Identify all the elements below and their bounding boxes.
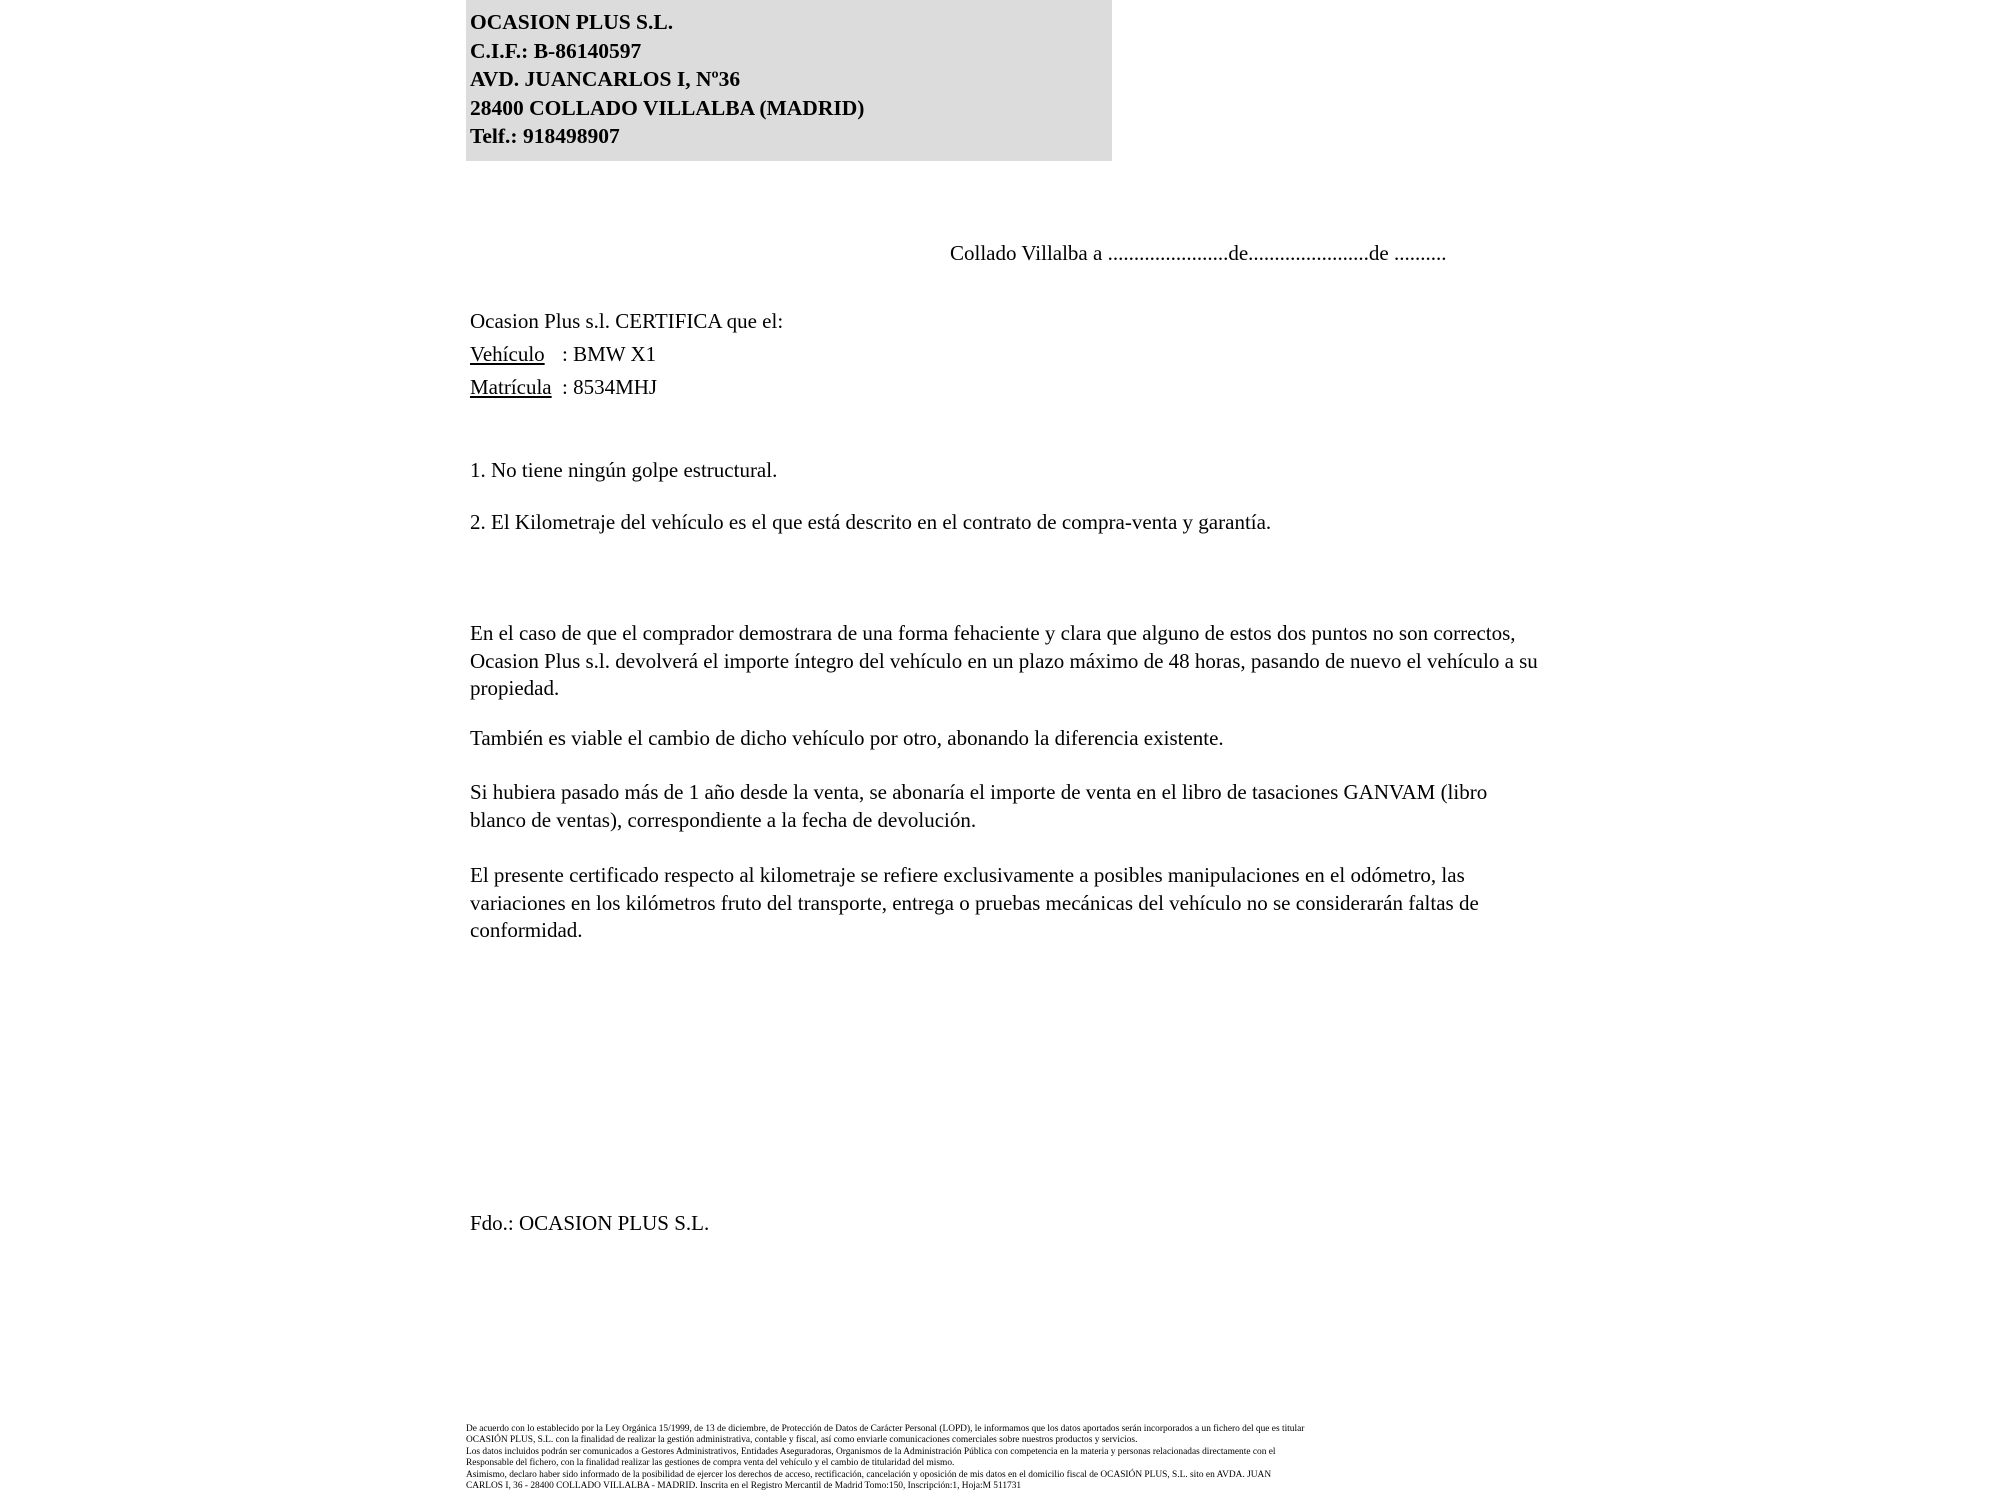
paragraph-ganvam: Si hubiera pasado más de 1 año desde la venta, se abonaría el importe de venta en el libro de tasaciones GANVAM (libro blanco de ventas), correspondiente a la fecha de devolución.	[470, 780, 1488, 832]
company-header-block	[466, 0, 1112, 161]
legal-line-2: OCASIÓN PLUS, S.L. con la finalidad de realizar la gestión administrativa, contable y fiscal, así como enviarle comunicaciones comerciales sobre nuestros productos y servicios.	[466, 1435, 1138, 1446]
legal-notice	[466, 1424, 1566, 1492]
legal-line-4: Responsable del fichero, con la finalidad realizar las gestiones de compra venta del vehículo y el cambio de titularidad del mismo.	[466, 1458, 955, 1469]
paragraph-odometer: El presente certificado respecto al kilometraje se refiere exclusivamente a posibles manipulaciones en el odómetro, las variaciones en los kilómetros fruto del transporte, entrega o pruebas mecánicas del vehículo no se considerarán faltas de conformidad.	[470, 863, 1479, 942]
vehicle-label: Vehículo	[470, 342, 545, 366]
legal-line-5: Asimismo, declaro haber sido informado de la posibilidad de ejercer los derechos de acceso, rectificación, cancelación y oposición de mis datos en el domicilio fiscal de OCASIÓN PLUS, S.L. sito en AVDA. JUAN	[466, 1469, 1272, 1480]
plate-value: : 8534MHJ	[562, 375, 658, 399]
paragraph-exchange: También es viable el cambio de dicho vehículo por otro, abonando la diferencia existente.	[470, 726, 1224, 750]
company-phone: Telf.: 918498907	[470, 124, 620, 148]
date-line: Collado Villalba a .......................de.......................de ..........	[950, 241, 1447, 265]
plate-label: Matrícula	[470, 375, 552, 399]
signature-line: Fdo.: OCASION PLUS S.L.	[470, 1211, 710, 1235]
plate-row	[470, 371, 783, 404]
legal-line-6: CARLOS I, 36 - 28400 COLLADO VILLALBA - MADRID. Inscrita en el Registro Mercantil de Madrid Tomo:150, Inscripción:1, Hoja:M 511731	[466, 1481, 1022, 1492]
point-mileage: 2. El Kilometraje del vehículo es el que está descrito en el contrato de compra-venta y garantía.	[470, 510, 1272, 534]
vehicle-row	[470, 338, 783, 371]
legal-line-1: De acuerdo con lo establecido por la Ley Orgánica 15/1999, de 13 de diciembre, de Protección de Datos de Carácter Personal (LOPD), le informamos que los datos aportados serán incorporados a un fichero del que es titular	[466, 1424, 1305, 1434]
point-structural-damage: 1. No tiene ningún golpe estructural.	[470, 458, 778, 482]
company-city: 28400 COLLADO VILLALBA (MADRID)	[470, 95, 865, 120]
company-cif: C.I.F.: B-86140597	[470, 38, 642, 63]
company-address: AVD. JUANCARLOS I, Nº36	[470, 67, 741, 91]
company-name: OCASION PLUS S.L.	[470, 10, 674, 34]
legal-line-3: Los datos incluidos podrán ser comunicados a Gestores Administrativos, Entidades Aseguradoras, Organismos de la Administración Pública con competencia en la materia y personas relacionadas directamente con el	[466, 1446, 1276, 1457]
vehicle-value: : BMW X1	[562, 342, 657, 366]
certify-intro: Ocasion Plus s.l. CERTIFICA que el:	[470, 309, 784, 333]
certification-block	[470, 305, 783, 404]
paragraph-refund: En el caso de que el comprador demostrara de una forma fehaciente y clara que alguno de estos dos puntos no son correctos, Ocasion Plus s.l. devolverá el importe íntegro del vehículo en un plazo máximo de 48 horas, pasando de nuevo el vehículo a su propiedad.	[470, 621, 1538, 700]
